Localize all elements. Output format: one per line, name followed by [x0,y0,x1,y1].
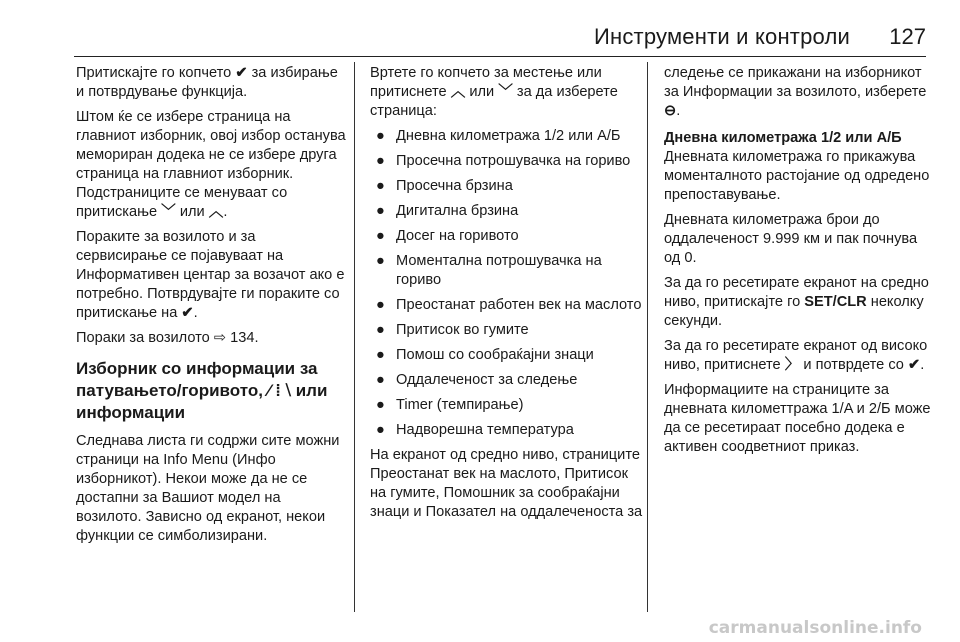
paragraph-mid-level: На екранот од средно ниво, страниците Преостанат век на маслото, Притисок на гумите, Помошник за сообраќајни знаци и Показател на оддалеченоста за [370,447,643,520]
chevron-up-icon: ︿ [450,84,466,100]
bullet-icon: ● [376,422,385,438]
bullet-icon: ● [376,203,385,219]
text: Изборник со информации за патувањето/горивото, [76,359,318,400]
paragraph-reset-separately: Информациите на страниците за дневната километтража 1/A и 2/Б може да се ресетираат посебно додека е активен соодветниот приказ. [664,382,931,455]
paragraph-confirm [76,64,350,102]
bullet-icon: ● [376,372,385,388]
list-item-text: Помош со сообраќајни знаци [396,347,594,363]
list-item [370,227,646,246]
text: или [175,204,209,220]
checkmark-icon: ✔ [235,65,248,81]
text: За да го ресетирате екранот од високо ниво, притиснете [664,338,928,373]
list-item-text: Досег на горивото [396,228,519,244]
list-item-text: Timer (темпирање) [396,397,524,413]
text: . [223,204,228,220]
list-item [370,296,646,315]
text: . [193,305,198,321]
checkmark-icon: ✔ [181,305,194,321]
paragraph-main-menu [76,108,350,222]
text: неколку секунди. [664,294,924,329]
bullet-icon: ● [376,178,385,194]
list-item-text: Преостанат работен век на маслото [396,297,642,313]
text: и потврдете со [799,357,908,373]
trip-fuel-icon: ⁄ ⁞ ⧵ [267,381,291,400]
set-clr-button-label: SET/CLR [804,294,867,310]
column-3 [664,64,934,463]
text: 134. [226,330,259,346]
chevron-right-icon: 〉 [784,357,800,373]
subsection-heading: Дневна километража 1/2 или A/Б [664,130,902,146]
text: следење се прикажани на изборникот за Информации за возилото, изберете [664,65,927,100]
page-number: 127 [889,24,926,49]
column-divider-2 [647,62,648,612]
bullet-icon: ● [376,128,385,144]
list-item [370,396,646,415]
list-item-text: Притисок во гумите [396,322,529,338]
list-item [370,346,646,365]
bullet-icon: ● [376,322,385,338]
text: Пораките за возилото и за сервисирање се појавуваат на Информативен центар за возачот ако е потребно. Потврдувајте ги пораките со притискање на [76,229,345,321]
column-1 [76,64,350,552]
text: или информации [76,381,328,422]
car-icon: ⊖ [664,103,677,119]
list-item [370,421,646,440]
text: За да го ресетирате екранот на средно ниво, притискајте го [664,275,929,310]
text: Пораки за возилото [76,330,214,346]
list-item [370,152,646,171]
chevron-up-icon: ︿ [208,204,224,220]
text: Вртете го копчето за местење или притиснете [370,65,602,100]
column-divider-1 [354,62,355,612]
list-item [370,321,646,340]
text: или [465,84,499,100]
bullet-icon: ● [376,297,385,313]
list-item-text: Моментална потрошувачка на гориво [396,253,602,288]
page-list [370,127,646,440]
paragraph-vehicle-messages-ref [76,329,350,348]
list-item [370,177,646,196]
paragraph-reset-mid [664,274,934,331]
page-header [0,0,960,58]
text: за да изберете страница: [370,84,618,119]
paragraph-vehicle-info [664,64,934,121]
list-item-text: Просечна брзина [396,178,513,194]
page-title: Инструменти и контроли [593,24,850,49]
section-heading [76,358,350,424]
bullet-icon: ● [376,153,385,169]
watermark: carmanualsonline.info [708,618,922,638]
list-item-text: Дигитална брзина [396,203,519,219]
paragraph-info-menu: Следнава листа ги содржи сите можни страници на Info Menu (Инфо изборникот). Некои може да не се достапни за Вашиот модел на возилото. Зависно од екранот, некои функции се симболизирани. [76,433,340,544]
list-item [370,371,646,390]
chevron-down-icon: ﹀ [161,204,176,220]
text: . [676,103,681,119]
text: за избирање и потврдување функција. [76,65,338,100]
list-item [370,202,646,221]
text: . [920,357,925,373]
bullet-icon: ● [376,347,385,363]
paragraph-trip-range: Дневната километража брои до оддалеченост 9.999 км и пак почнува од 0. [664,212,918,266]
text: Штом ќе се избере страница на главниот изборник, овој избор останува мемориран додека не се избере друга страница на главниот изборник. Подстраниците се менуваат со притискање [76,109,346,220]
chevron-down-icon: ﹀ [498,84,513,100]
bullet-icon: ● [376,228,385,244]
list-item-text: Оддалеченост за следење [396,372,578,388]
paragraph-reset-high [664,337,934,375]
paragraph-messages [76,228,350,323]
page-reference-icon: ⇨ [213,330,227,346]
header-rule [74,56,926,57]
paragraph-select-page [370,64,646,121]
list-item [370,252,646,290]
bullet-icon: ● [376,397,385,413]
list-item [370,127,646,146]
text: Притискајте го копчето [76,65,236,81]
list-item-text: Просечна потрошувачка на гориво [396,153,631,169]
bullet-icon: ● [376,253,385,269]
list-item-text: Дневна километража 1/2 или A/Б [396,128,621,144]
column-2 [370,64,646,528]
checkmark-icon: ✔ [907,357,921,373]
list-item-text: Надворешна температура [396,422,574,438]
paragraph-trip-odometer: Дневната километража го прикажува моменталното растојание од одредено препоставување. [664,149,930,203]
